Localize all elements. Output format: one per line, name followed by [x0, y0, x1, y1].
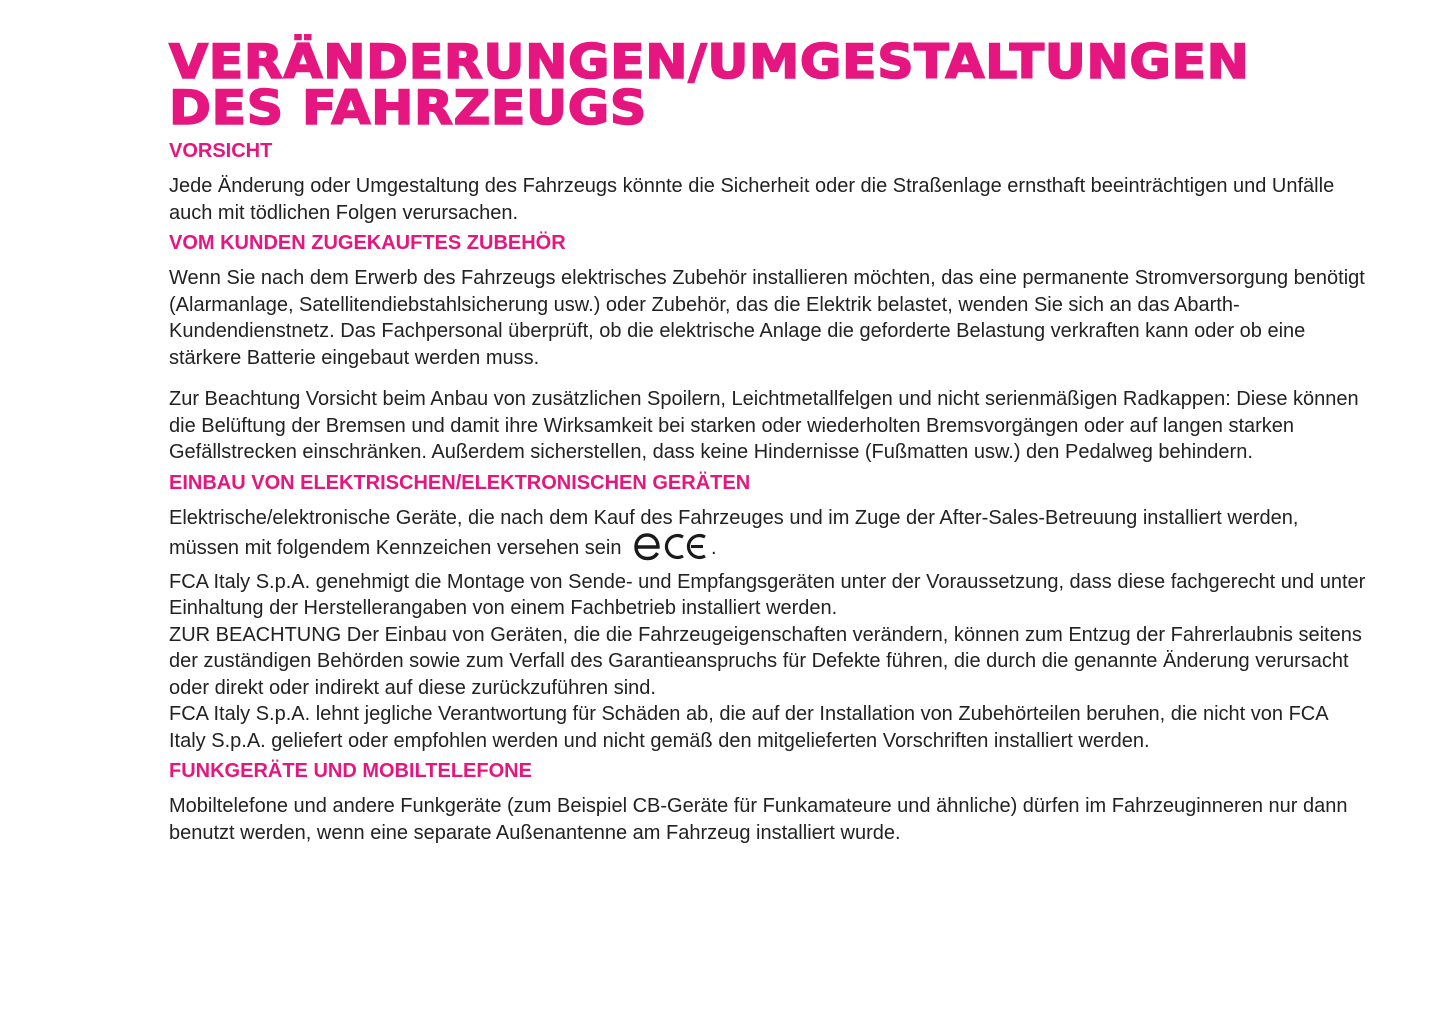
einbau-line-3: FCA Italy S.p.A. lehnt jegliche Verantwortung für Schäden ab, die auf der Installation von Zubehörteilen beruhen, die nicht von FCA Italy S.p.A. geliefert oder empfohlen werden und nicht gemäß den mitgelieferten Vorschriften installiert werden.	[169, 703, 1328, 752]
page-title	[169, 35, 1445, 136]
page-title-line-2: DES FAHRZEUGS	[169, 81, 647, 136]
section-heading-funkgeraete: FUNKGERÄTE UND MOBILTELEFONE	[169, 760, 532, 782]
section-heading-zubehoer: VOM KUNDEN ZUGEKAUFTES ZUBEHÖR	[169, 232, 566, 254]
einbau-ece-intro: Elektrische/elektronische Geräte, die nach dem Kauf des Fahrzeuges und im Zuge der After-Sales-Betreuung installiert werden, müssen mit folgendem Kennzeichen versehen sein	[169, 506, 1299, 559]
paragraph-funkgeraete: Mobiltelefone und andere Funkgeräte (zum Beispiel CB-Geräte für Funkamateure und ähnliche) dürfen im Fahrzeuginneren nur dann benutzt werden, wenn eine separate Außenantenne am Fahrzeug installiert wurde.	[169, 795, 1348, 844]
paragraph-zubehoer-2: Zur Beachtung Vorsicht beim Anbau von zusätzlichen Spoilern, Leichtmetallfelgen und nicht serienmäßigen Radkappen: Diese können die Belüftung der Bremsen und damit ihre Wirksamkeit bei starken oder wiederholten Bremsvorgängen oder auf langen starken Gefällstrecken einschränken. Außerdem sicherstellen, dass keine Hindernisse (Fußmatten usw.) den Pedalweg behindern.	[169, 388, 1359, 463]
section-heading-einbau: EINBAU VON ELEKTRISCHEN/ELEKTRONISCHEN GERÄTEN	[169, 471, 751, 494]
einbau-ece-suffix: .	[711, 537, 717, 559]
page-title-line-1: VERÄNDERUNGEN/UMGESTALTUNGEN	[169, 35, 1250, 90]
section-heading-vorsicht: VORSICHT	[169, 140, 273, 162]
paragraph-zubehoer-1: Wenn Sie nach dem Erwerb des Fahrzeugs elektrisches Zubehör installieren möchten, das eine permanente Stromversorgung benötigt (Alarmanlage, Satellitendiebstahlsicherung usw.) oder Zubehör, das die Elektrik belastet, wenden Sie sich an das Abarth-Kundendienstnetz. Das Fachpersonal überprüft, ob die elektrische Anlage die geforderte Belastung verkraften kann oder ob eine stärkere Batterie eingebaut werden muss.	[169, 267, 1365, 369]
einbau-ece-line	[169, 505, 1369, 569]
ece-mark-icon	[633, 531, 711, 569]
einbau-line-2: ZUR BEACHTUNG Der Einbau von Geräten, die die Fahrzeugeigenschaften verändern, können zum Entzug der Fahrerlaubnis seitens der zuständigen Behörden sowie zum Verfall des Garantieanspruchs für Defekte führen, die durch die genannte Änderung verursacht oder direkt oder indirekt auf diese zurückzuführen sind.	[169, 623, 1362, 699]
einbau-line-1: FCA Italy S.p.A. genehmigt die Montage von Sende- und Empfangsgeräten unter der Voraussetzung, dass diese fachgerecht und unter Einhaltung der Herstellerangaben von einem Fachbetrieb installiert werden.	[169, 570, 1366, 619]
paragraph-vorsicht: Jede Änderung oder Umgestaltung des Fahrzeugs könnte die Sicherheit oder die Straßenlage ernsthaft beeinträchtigen und Unfälle auch mit tödlichen Folgen verursachen.	[169, 175, 1335, 224]
document-page	[169, 35, 1369, 846]
paragraph-einbau	[169, 505, 1369, 755]
